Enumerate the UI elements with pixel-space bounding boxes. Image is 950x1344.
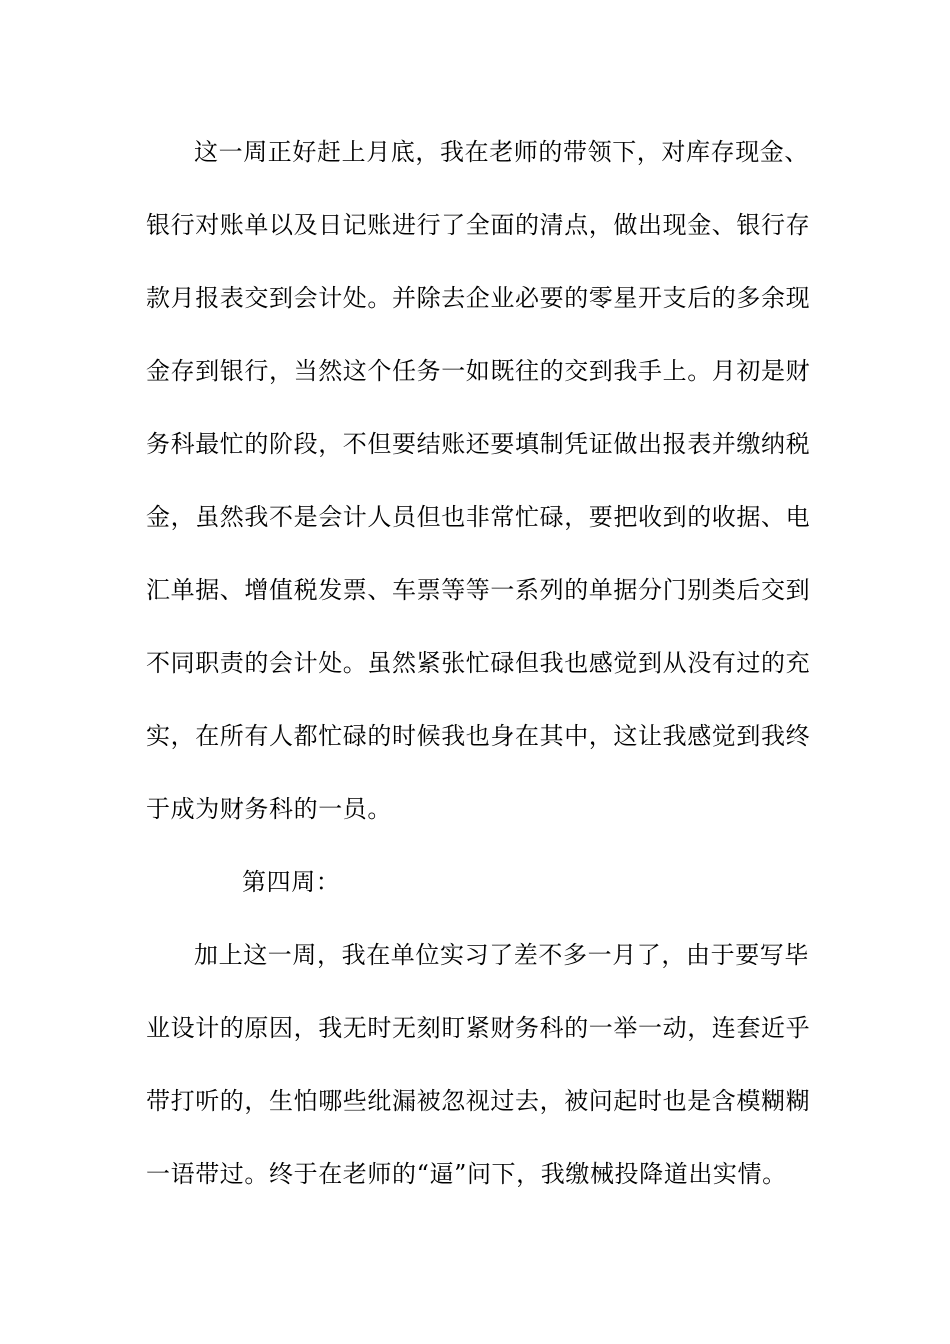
paragraph-line: 这一周正好赶上月底，我在老师的带领下，对库存现金、 (194, 138, 809, 166)
paragraph-line: 务科最忙的阶段，不但要结账还要填制凭证做出报表并缴纳税 (146, 430, 811, 458)
paragraph-line: 带打听的，生怕哪些纰漏被忽视过去，被问起时也是含模糊糊 (146, 1087, 811, 1115)
paragraph-line: 款月报表交到会计处。并除去企业必要的零星开支后的多余现 (146, 284, 811, 312)
paragraph-line: 汇单据、增值税发票、车票等等一系列的单据分门别类后交到 (146, 576, 811, 604)
paragraph-line: 实，在所有人都忙碌的时候我也身在其中，这让我感觉到我终 (146, 722, 811, 750)
section-heading: 第四周： (242, 868, 341, 896)
paragraph-line: 金存到银行，当然这个任务一如既往的交到我手上。月初是财 (146, 357, 811, 385)
paragraph-line: 业设计的原因，我无时无刻盯紧财务科的一举一动，连套近乎 (146, 1014, 811, 1042)
paragraph-line: 金，虽然我不是会计人员但也非常忙碌，要把收到的收据、电 (146, 503, 811, 531)
paragraph-line: 于成为财务科的一员。 (146, 795, 392, 823)
paragraph-line: 加上这一周，我在单位实习了差不多一月了，由于要写毕 (194, 941, 809, 969)
paragraph-line: 不同职责的会计处。虽然紧张忙碌但我也感觉到从没有过的充 (146, 649, 811, 677)
paragraph-line: 银行对账单以及日记账进行了全面的清点，做出现金、银行存 (146, 211, 811, 239)
paragraph-line: 一语带过。终于在老师的“逼”问下，我缴械投降道出实情。 (146, 1160, 787, 1188)
